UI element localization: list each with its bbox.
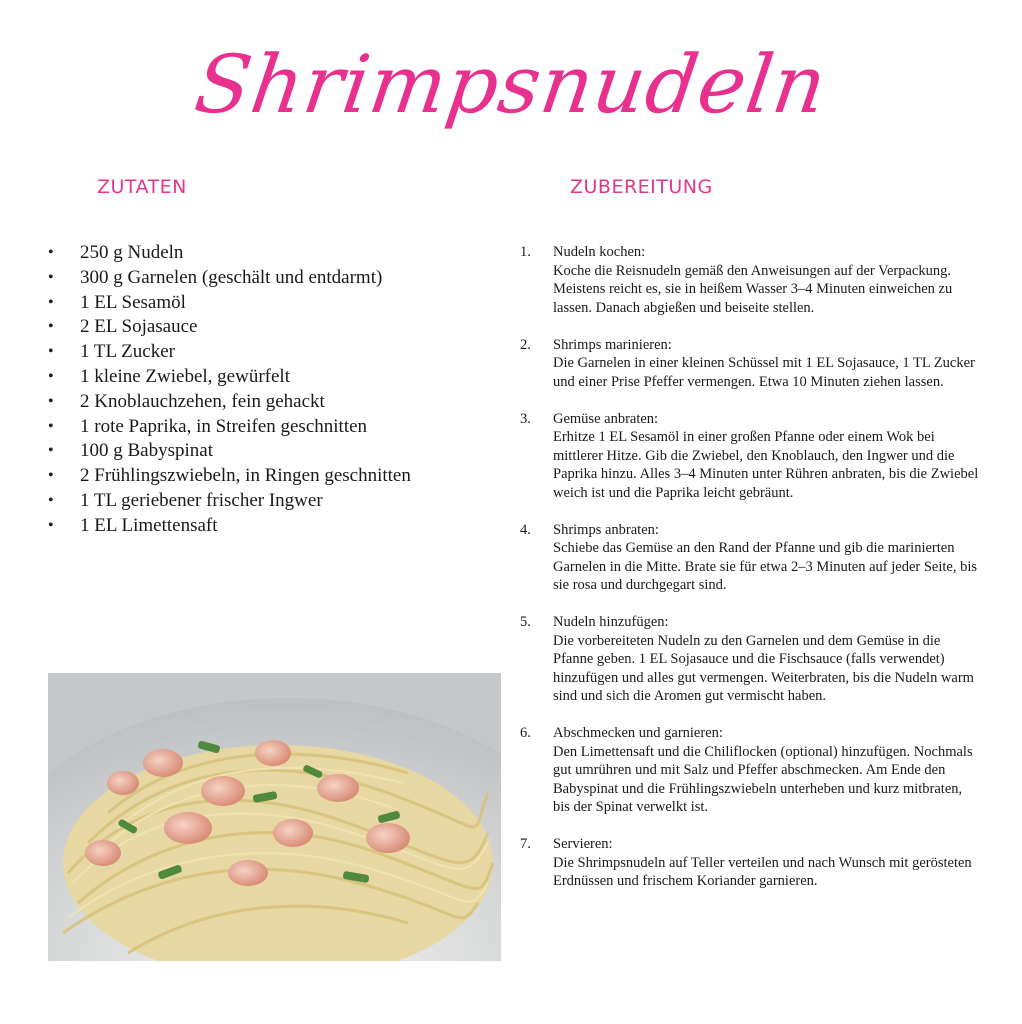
- step-text: Die Garnelen in einer kleinen Schüssel mit 1 EL Sojasauce, 1 TL Zucker und einer Prise Pfeffer vermengen. Etwa 10 Minuten ziehen lassen.: [553, 355, 975, 390]
- step-item: [520, 835, 980, 891]
- step-text: Erhitze 1 EL Sesamöl in einer großen Pfanne oder einem Wok bei mittlerer Hitze. Gib die Zwiebel, den Knoblauch, den Ingwer und die Paprika hinzu. Alles 3–4 Minuten unter Rühren anbraten, bis die Zwiebel weich ist und die Paprika leicht gebräunt.: [553, 429, 979, 501]
- shrimp-noodle-illustration: [48, 673, 501, 961]
- ingredients-heading: ZUTATEN: [97, 176, 187, 198]
- step-number: 5.: [520, 614, 531, 630]
- step-number: 3.: [520, 410, 531, 427]
- ingredient-item: • 1 TL Zucker: [48, 340, 488, 365]
- step-item: [520, 336, 980, 392]
- step-item: [520, 521, 980, 595]
- step-title: Abschmecken und garnieren:: [553, 725, 723, 741]
- steps-heading: ZUBEREITUNG: [570, 176, 713, 198]
- step-number: 7.: [520, 836, 531, 852]
- step-number: 2.: [520, 336, 531, 353]
- step-text: Den Limettensaft und die Chiliflocken (optional) hinzufügen. Nochmals gut umrühren und mit Salz und Pfeffer abschmecken. Am Ende den Babyspinat und die Frühlingszwiebeln unterheben und kurz mitbraten, bis der Spinat verwelkt ist.: [553, 743, 973, 815]
- steps-list: [520, 243, 980, 909]
- step-title: Servieren:: [553, 836, 613, 852]
- ingredients-list: [48, 241, 488, 539]
- step-item: [520, 243, 980, 317]
- ingredient-item: • 2 Frühlingszwiebeln, in Ringen geschnitten: [48, 464, 488, 489]
- shrimp-noodle-photo: [48, 673, 501, 961]
- ingredient-item: • 1 TL geriebener frischer Ingwer: [48, 489, 488, 514]
- ingredient-item: • 1 kleine Zwiebel, gewürfelt: [48, 365, 488, 390]
- step-title: Gemüse anbraten:: [553, 410, 659, 427]
- ingredient-item: • 1 rote Paprika, in Streifen geschnitten: [48, 415, 488, 440]
- step-title: Nudeln hinzufügen:: [553, 614, 669, 630]
- step-item: [520, 410, 980, 503]
- step-text: Koche die Reisnudeln gemäß den Anweisungen auf der Verpackung. Meistens reicht es, sie in heißem Wasser 3–4 Minuten einweichen zu lassen. Danach abgießen und beiseite stellen.: [553, 262, 953, 316]
- step-number: 1.: [520, 244, 531, 260]
- step-text: Schiebe das Gemüse an den Rand der Pfanne und gib die marinierten Garnelen in die Mitte. Brate sie für etwa 2–3 Minuten auf jeder Seite, bis sie rosa und durchgegart sind.: [553, 540, 977, 593]
- ingredient-item: • 2 EL Sojasauce: [48, 315, 488, 340]
- step-title: Shrimps marinieren:: [553, 336, 672, 353]
- ingredient-item: • 300 g Garnelen (geschält und entdarmt): [48, 266, 488, 291]
- ingredient-item: • 2 Knoblauchzehen, fein gehackt: [48, 390, 488, 415]
- step-text: Die Shrimpsnudeln auf Teller verteilen und nach Wunsch mit gerösteten Erdnüssen und frischem Koriander garnieren.: [553, 854, 972, 889]
- step-number: 4.: [520, 521, 531, 538]
- step-title: Shrimps anbraten:: [553, 521, 659, 538]
- ingredient-item: • 1 EL Sesamöl: [48, 291, 488, 316]
- ingredient-item: • 1 EL Limettensaft: [48, 514, 488, 539]
- ingredient-item: • 100 g Babyspinat: [48, 439, 488, 464]
- step-title: Nudeln kochen:: [553, 244, 646, 260]
- step-item: [520, 613, 980, 706]
- step-item: [520, 724, 980, 817]
- ingredient-item: • 250 g Nudeln: [48, 241, 488, 266]
- step-number: 6.: [520, 725, 531, 741]
- step-text: Die vorbereiteten Nudeln zu den Garnelen und dem Gemüse in die Pfanne geben. 1 EL Sojasauce und die Fischsauce (falls verwendet) hinzufügen und alles gut vermengen. Weiterbraten, bis die Nudeln warm sind und sich die Aromen gut vermischt haben.: [553, 632, 974, 704]
- recipe-title: Shrimpsnudeln: [189, 38, 833, 131]
